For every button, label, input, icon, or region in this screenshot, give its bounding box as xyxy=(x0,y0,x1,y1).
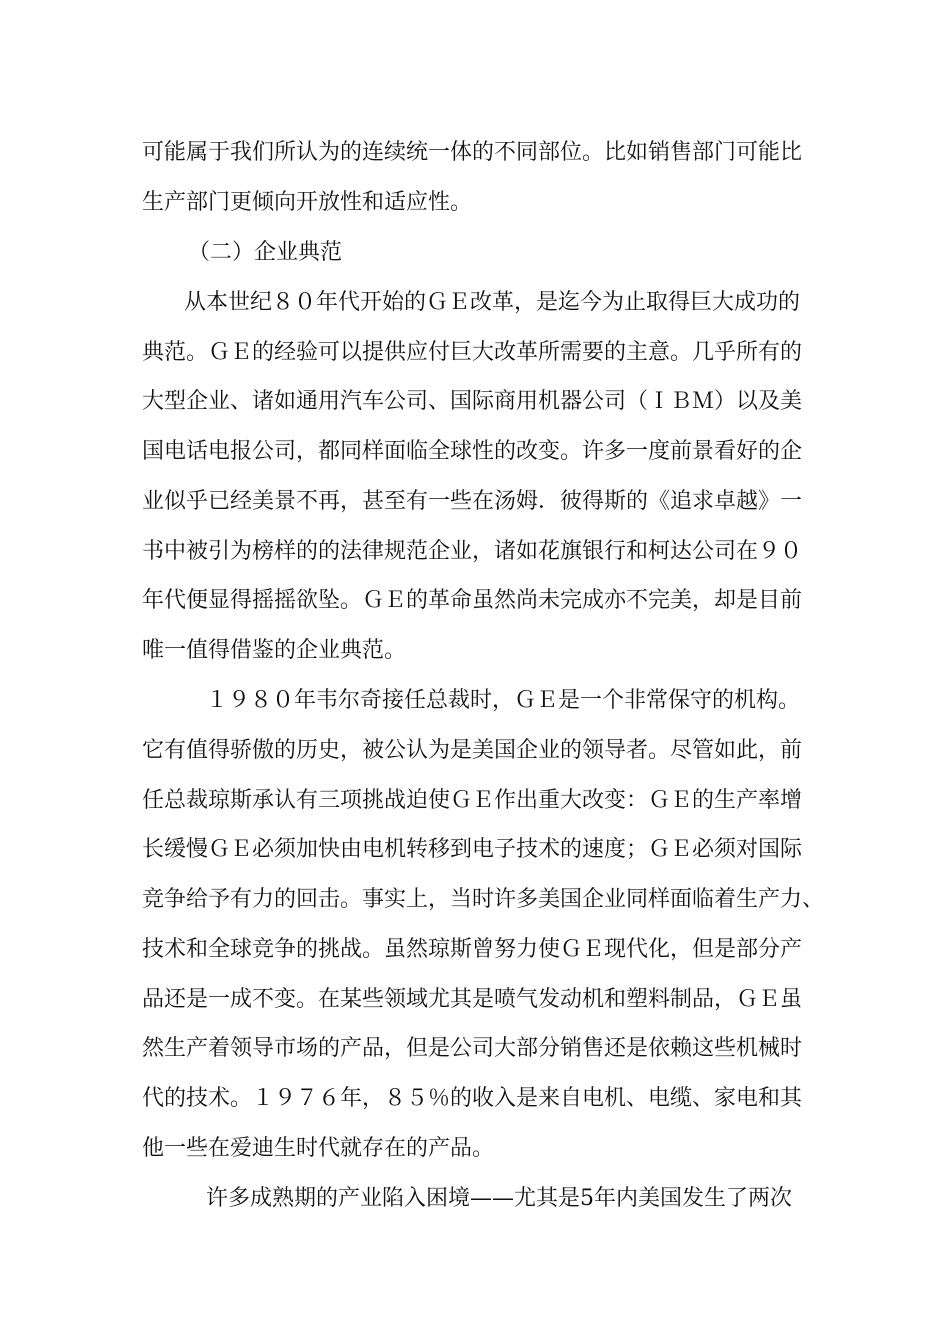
paragraph-1-line-8: 唯一值得借鉴的企业典范。 xyxy=(142,638,407,663)
paragraph-1-line-5: 业似乎已经美景不再，甚至有一些在汤姆．彼得斯的《追求卓越》一 xyxy=(142,489,803,514)
paragraph-2-line-9: 代的技术。１９７６年，８５％的收入是来自电机、电缆、家电和其 xyxy=(142,1086,803,1111)
text-line-1: 可能属于我们所认为的连续统一体的不同部位。比如销售部门可能比 xyxy=(142,140,803,165)
paragraph-1-line-1: 从本世纪８０年代开始的ＧＥ改革，是迄今为止取得巨大成功的 xyxy=(184,290,801,315)
text-line-2: 生产部门更倾向开放性和适应性。 xyxy=(142,190,473,215)
paragraph-2-line-3: 任总裁琼斯承认有三项挑战迫使ＧＥ作出重大改变：ＧＥ的生产率增 xyxy=(142,788,803,813)
paragraph-1-line-4: 国电话电报公司，都同样面临全球性的改变。许多一度前景看好的企 xyxy=(142,439,803,464)
paragraph-2-line-5: 竞争给予有力的回击。事实上，当时许多美国企业同样面临着生产力、 xyxy=(142,887,825,912)
paragraph-1-line-2: 典范。ＧＥ的经验可以提供应付巨大改革所需要的主意。几乎所有的 xyxy=(142,340,803,365)
paragraph-2-line-2: 它有值得骄傲的历史，被公认为是美国企业的领导者。尽管如此，前 xyxy=(142,738,803,763)
paragraph-1-line-7: 年代便显得摇摇欲坠。ＧＥ的革命虽然尚未完成亦不完美，却是目前 xyxy=(142,588,803,613)
paragraph-2-line-4: 长缓慢ＧＥ必须加快由电机转移到电子技术的速度；ＧＥ必须对国际 xyxy=(142,837,803,862)
section-heading: （二）企业典范 xyxy=(188,240,343,265)
paragraph-2-line-1: １９８０年韦尔奇接任总裁时，ＧＥ是一个非常保守的机构。 xyxy=(206,688,801,713)
paragraph-2-line-10: 他一些在爱迪生时代就存在的产品。 xyxy=(142,1136,495,1161)
paragraph-2-line-8: 然生产着领导市场的产品，但是公司大部分销售还是依赖这些机械时 xyxy=(142,1036,803,1061)
paragraph-1-line-6: 书中被引为榜样的的法律规范企业，诸如花旗银行和柯达公司在９０ xyxy=(142,539,803,564)
paragraph-1-line-3: 大型企业、诸如通用汽车公司、国际商用机器公司（ＩＢＭ）以及美 xyxy=(142,389,803,414)
paragraph-2-line-7: 品还是一成不变。在某些领域尤其是喷气发动机和塑料制品，ＧＥ虽 xyxy=(142,987,803,1012)
paragraph-2-line-6: 技术和全球竞争的挑战。虽然琼斯曾努力使ＧＥ现代化，但是部分产 xyxy=(142,937,803,962)
paragraph-3-line-1: 许多成熟期的产业陷入困境——尤其是5年内美国发生了两次 xyxy=(206,1186,792,1211)
